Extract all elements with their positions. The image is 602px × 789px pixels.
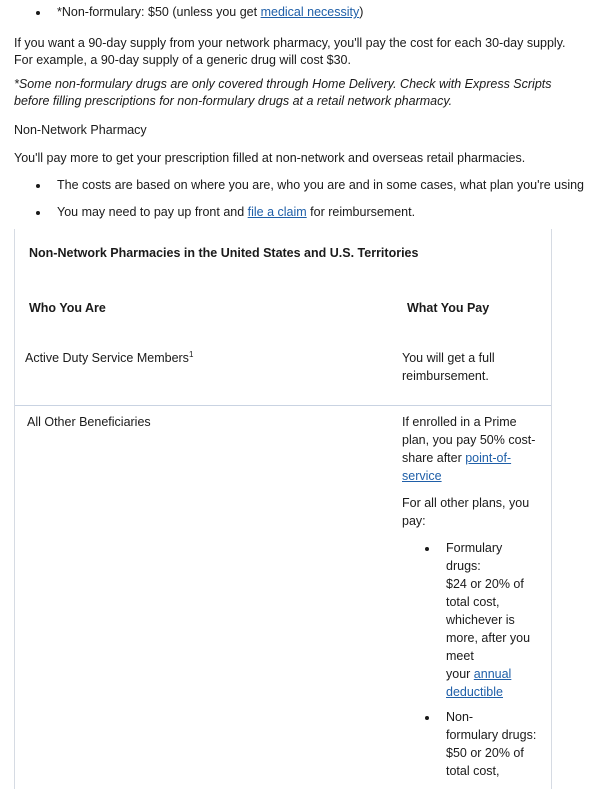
footnote-marker: 1	[188, 349, 194, 359]
formulary-line3: $24 or 20% of	[446, 577, 524, 591]
file-a-claim-link[interactable]: file a claim	[247, 205, 307, 219]
active-duty-label: Active Duty Service Members	[25, 351, 189, 365]
formulary-line8-prefix: your	[446, 667, 474, 681]
top-bullet-suffix: )	[359, 5, 364, 19]
top-bullet-item	[0, 3, 602, 21]
row-divider	[15, 405, 551, 406]
active-duty-pay-line1: You will get a full	[402, 351, 495, 365]
column-header-who-you-are: Who You Are	[29, 301, 106, 315]
section-heading-non-network: Non-Network Pharmacy	[14, 123, 147, 137]
prime-line2: plan, you pay 50% cost-	[402, 433, 536, 447]
non-formulary-line3: $50 or 20% of	[446, 746, 524, 760]
table-row-other-beneficiaries-who: All Other Beneficiaries	[27, 415, 151, 429]
non-formulary-line4: total cost,	[446, 764, 500, 778]
non-formulary-line2: formulary drugs:	[446, 728, 537, 742]
annual-deductible-link-continued[interactable]: deductible	[446, 685, 503, 699]
non-formulary-note: *Some non-formulary drugs are only covered through Home Delivery. Check with Express Scripts before filling prescriptions for non-formulary drugs at a retail network pharmacy.	[14, 77, 552, 108]
active-duty-pay-line2: reimbursement.	[402, 369, 489, 383]
pay-prefix: You may need to pay up front and	[57, 205, 248, 219]
list-item	[425, 539, 545, 701]
bullet-dot	[36, 11, 40, 15]
formulary-line2: drugs:	[446, 559, 481, 573]
bullet-dot	[36, 184, 40, 188]
other-plans-line2: pay:	[402, 514, 426, 528]
pay-up-front-bullet-text	[57, 203, 415, 221]
top-bullet-prefix: *Non-formulary: $50 (unless you get	[57, 5, 261, 19]
point-of-service-link[interactable]: point-of-	[465, 451, 512, 465]
formulary-line7: meet	[446, 649, 474, 663]
other-plans-line1: For all other plans, you	[402, 496, 530, 510]
table-row-active-duty-what	[402, 349, 542, 385]
point-of-service-link-continued[interactable]: service	[402, 469, 442, 483]
pay-suffix: for reimbursement.	[306, 205, 416, 219]
bullet-dot	[36, 211, 40, 215]
bullet-dot	[425, 716, 429, 720]
table-row-active-duty-who	[25, 349, 193, 367]
top-bullet-text	[57, 3, 363, 21]
prime-line1: If enrolled in a Prime	[402, 415, 517, 429]
formulary-line1: Formulary	[446, 541, 503, 555]
costs-bullet-text: The costs are based on where you are, who you are and in some cases, what plan you're using	[57, 178, 584, 192]
table-row-other-beneficiaries-what	[402, 413, 542, 530]
prime-line3	[402, 449, 542, 467]
column-header-what-you-pay: What You Pay	[407, 301, 490, 315]
non-formulary-line1: Non-	[446, 710, 474, 724]
annual-deductible-link[interactable]: annual	[473, 667, 512, 681]
non-network-pharmacies-table	[14, 229, 552, 789]
list-item	[0, 176, 602, 194]
ninety-day-paragraph: If you want a 90-day supply from your network pharmacy, you'll pay the cost for each 30-day supply. For example, a 90-day supply of a generic drug will cost $30.	[14, 36, 566, 67]
prime-line3-prefix: share after	[402, 451, 466, 465]
formulary-line6: more, after you	[446, 631, 531, 645]
list-item	[425, 708, 549, 780]
medical-necessity-link[interactable]: medical necessity	[260, 5, 360, 19]
formulary-line4: total cost,	[446, 595, 500, 609]
formulary-line5: whichever is	[446, 613, 515, 627]
pay-more-paragraph: You'll pay more to get your prescription filled at non-network and overseas retail pharmacies.	[14, 151, 526, 165]
table-title: Non-Network Pharmacies in the United States and U.S. Territories	[29, 246, 419, 260]
formulary-line8	[446, 665, 545, 683]
bullet-dot	[425, 547, 429, 551]
list-item	[0, 203, 602, 221]
